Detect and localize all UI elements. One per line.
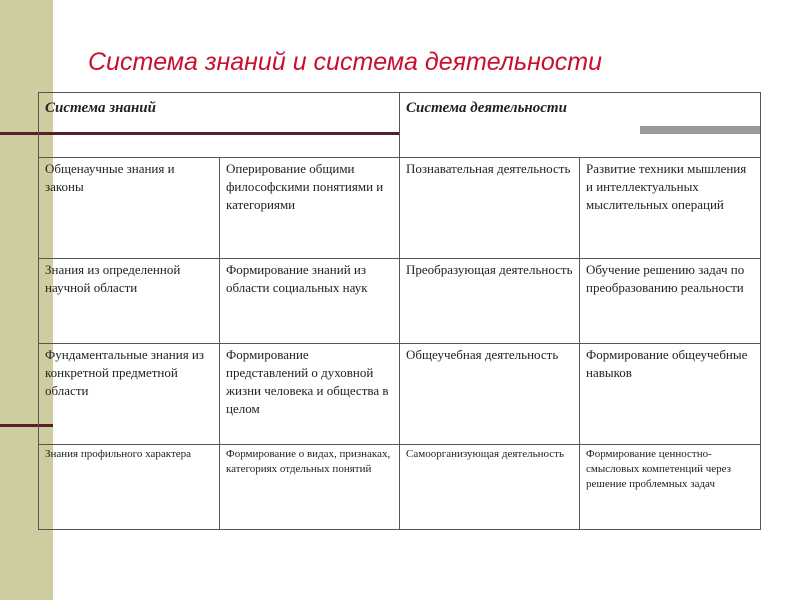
table-cell: Знания профильного характера <box>39 445 220 530</box>
table-cell: Формирование знаний из области социальных наук <box>220 259 400 344</box>
table-cell: Самоорганизующая деятельность <box>400 445 580 530</box>
table-cell: Формирование общеучебные навыков <box>580 344 761 445</box>
table-cell: Формирование о видах, признаках, категориях отдельных понятий <box>220 445 400 530</box>
table-header-row <box>39 93 761 158</box>
table-row <box>39 259 761 344</box>
table-cell: Развитие техники мышления и интеллектуальных мыслительных операций <box>580 158 761 259</box>
table-cell: Формирование ценностно-смысловых компетенций через решение проблемных задач <box>580 445 761 530</box>
header-activity-system: Система деятельности <box>400 93 761 158</box>
table-cell: Формирование представлений о духовной жизни человека и общества в целом <box>220 344 400 445</box>
table-row <box>39 158 761 259</box>
table-cell: Знания из определенной научной области <box>39 259 220 344</box>
header-knowledge-system: Система знаний <box>39 93 400 158</box>
slide-title: Система знаний и система деятельности <box>88 48 602 76</box>
table-cell: Фундаментальные знания из конкретной предметной области <box>39 344 220 445</box>
comparison-table <box>38 92 761 530</box>
table-row <box>39 445 761 530</box>
table-cell: Оперирование общими философскими понятиями и категориями <box>220 158 400 259</box>
table-cell: Познавательная деятельность <box>400 158 580 259</box>
table-row <box>39 344 761 445</box>
table-cell: Общеучебная деятельность <box>400 344 580 445</box>
table-cell: Преобразующая деятельность <box>400 259 580 344</box>
table-cell: Общенаучные знания и законы <box>39 158 220 259</box>
table-cell: Обучение решению задач по преобразованию реальности <box>580 259 761 344</box>
